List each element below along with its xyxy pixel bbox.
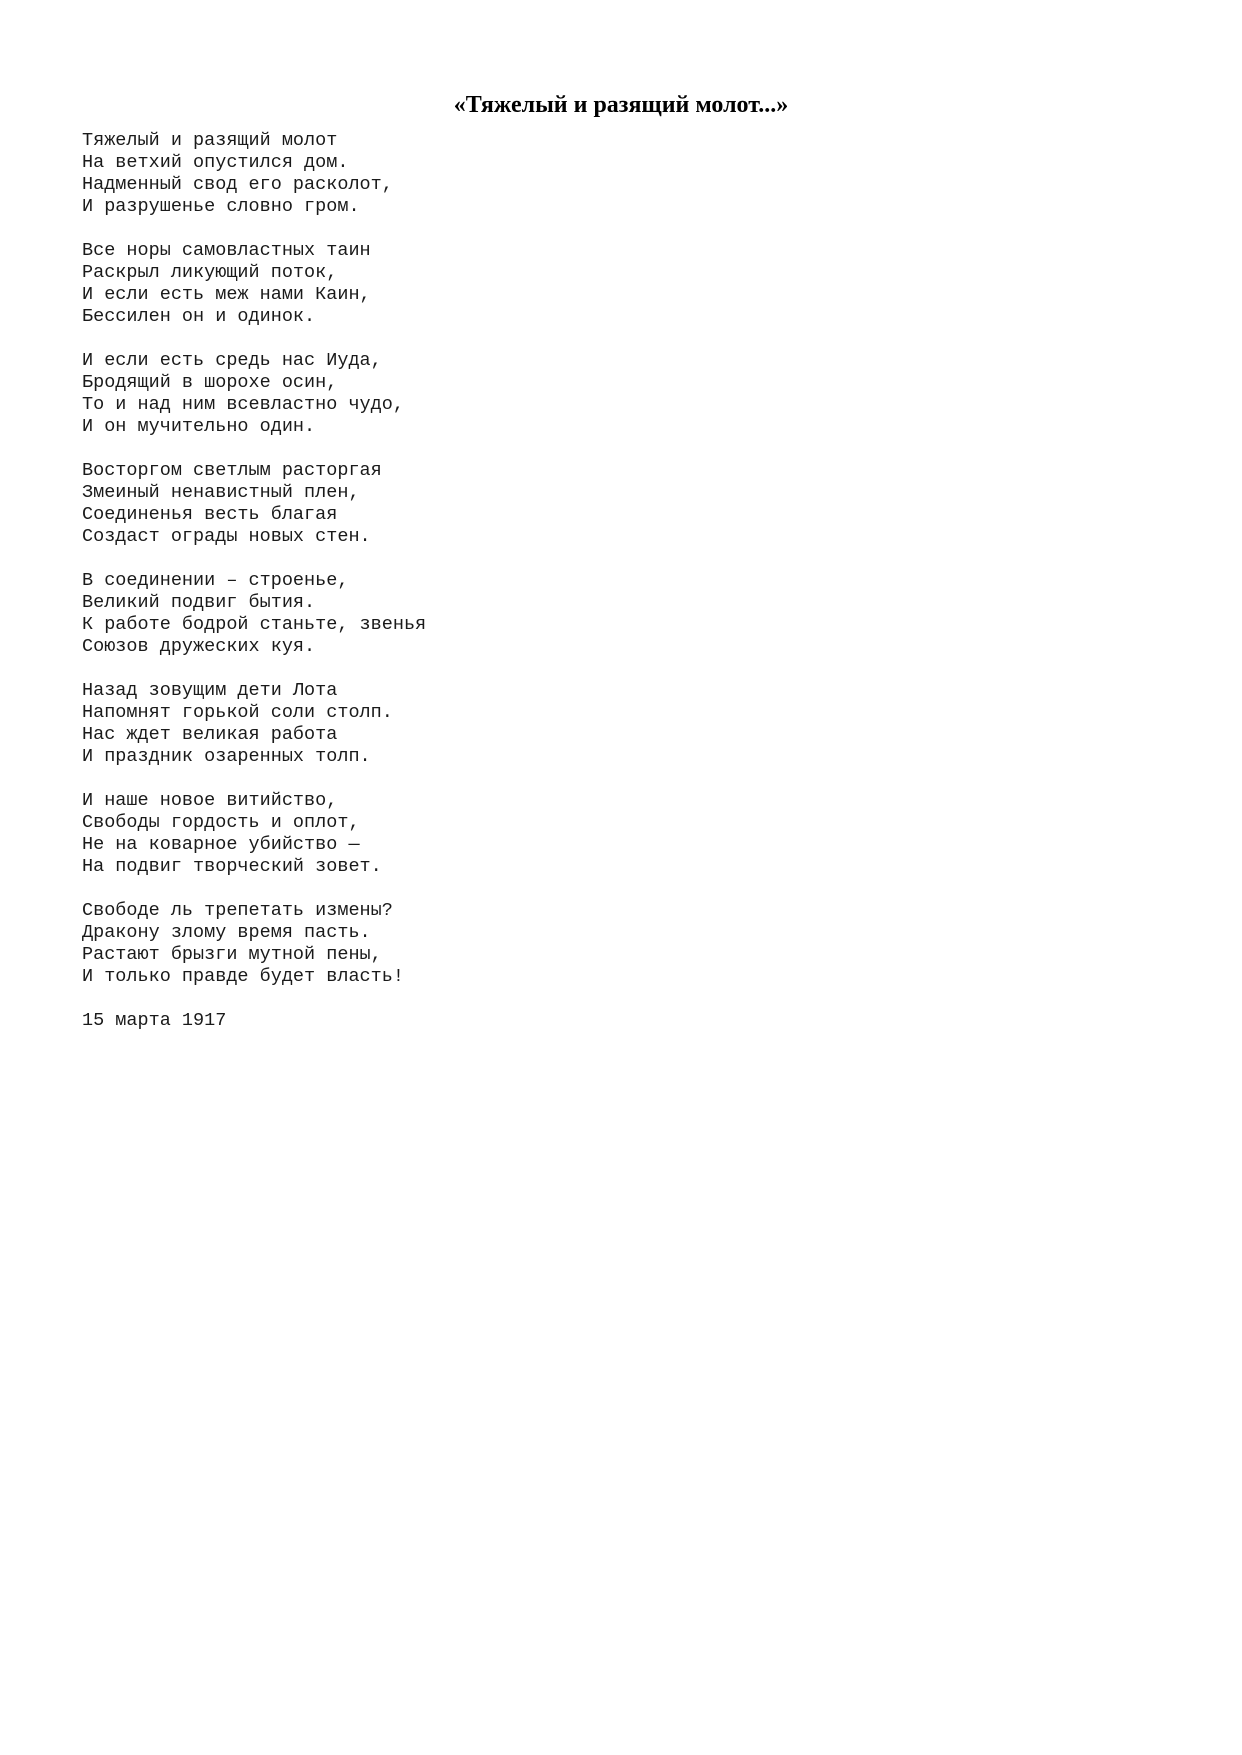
poem-line: Растают брызги мутной пены, [82,944,382,965]
poem-line: То и над ним всевластно чудо, [82,394,404,415]
poem-line: И если есть средь нас Иуда, [82,350,382,371]
poem-line: Создаст ограды новых стен. [82,526,371,547]
poem-line: Дракону злому время пасть. [82,922,371,943]
stanza [82,680,426,768]
poem-body [82,130,426,1032]
poem-line: Раскрыл ликующий поток, [82,262,338,283]
stanza [82,350,426,438]
poem-line: Соединенья весть благая [82,504,338,525]
poem-line: На ветхий опустился дом. [82,152,349,173]
poem-line: Восторгом светлым расторгая [82,460,382,481]
poem-line: Назад зовущим дети Лота [82,680,338,701]
poem-line: И он мучительно один. [82,416,316,437]
poem-line: Великий подвиг бытия. [82,592,316,613]
poem-line: И праздник озаренных толп. [82,746,371,767]
stanza [82,460,426,548]
poem-line: И только правде будет власть! [82,966,404,987]
poem-line: И разрушенье словно гром. [82,196,360,217]
poem-line: Не на коварное убийство — [82,834,360,855]
poem-line: Свободе ль трепетать измены? [82,900,393,921]
stanza [82,570,426,658]
poem-line: И наше новое витийство, [82,790,338,811]
poem-line: На подвиг творческий зовет. [82,856,382,877]
poem-date: 15 марта 1917 [82,1010,227,1031]
poem-line: Напомнят горькой соли столп. [82,702,393,723]
poem-title: «Тяжелый и разящий молот...» [453,92,789,118]
poem-line: Нас ждет великая работа [82,724,338,745]
stanza [82,900,426,988]
stanza [82,790,426,878]
poem-line: Змеиный ненавистный плен, [82,482,360,503]
stanza [82,130,426,218]
poem-line: Все норы самовластных таин [82,240,371,261]
poem-line: В соединении – строенье, [82,570,349,591]
poem-line: Бессилен он и одинок. [82,306,316,327]
poem-line: Тяжелый и разящий молот [82,130,338,151]
poem-line: Бродящий в шорохе осин, [82,372,338,393]
poem-line: Надменный свод его расколот, [82,174,393,195]
stanza [82,240,426,328]
poem-line: К работе бодрой станьте, звенья [82,614,427,635]
poem-line: Свободы гордость и оплот, [82,812,360,833]
poem-line: Союзов дружеских куя. [82,636,316,657]
poem-line: И если есть меж нами Каин, [82,284,371,305]
